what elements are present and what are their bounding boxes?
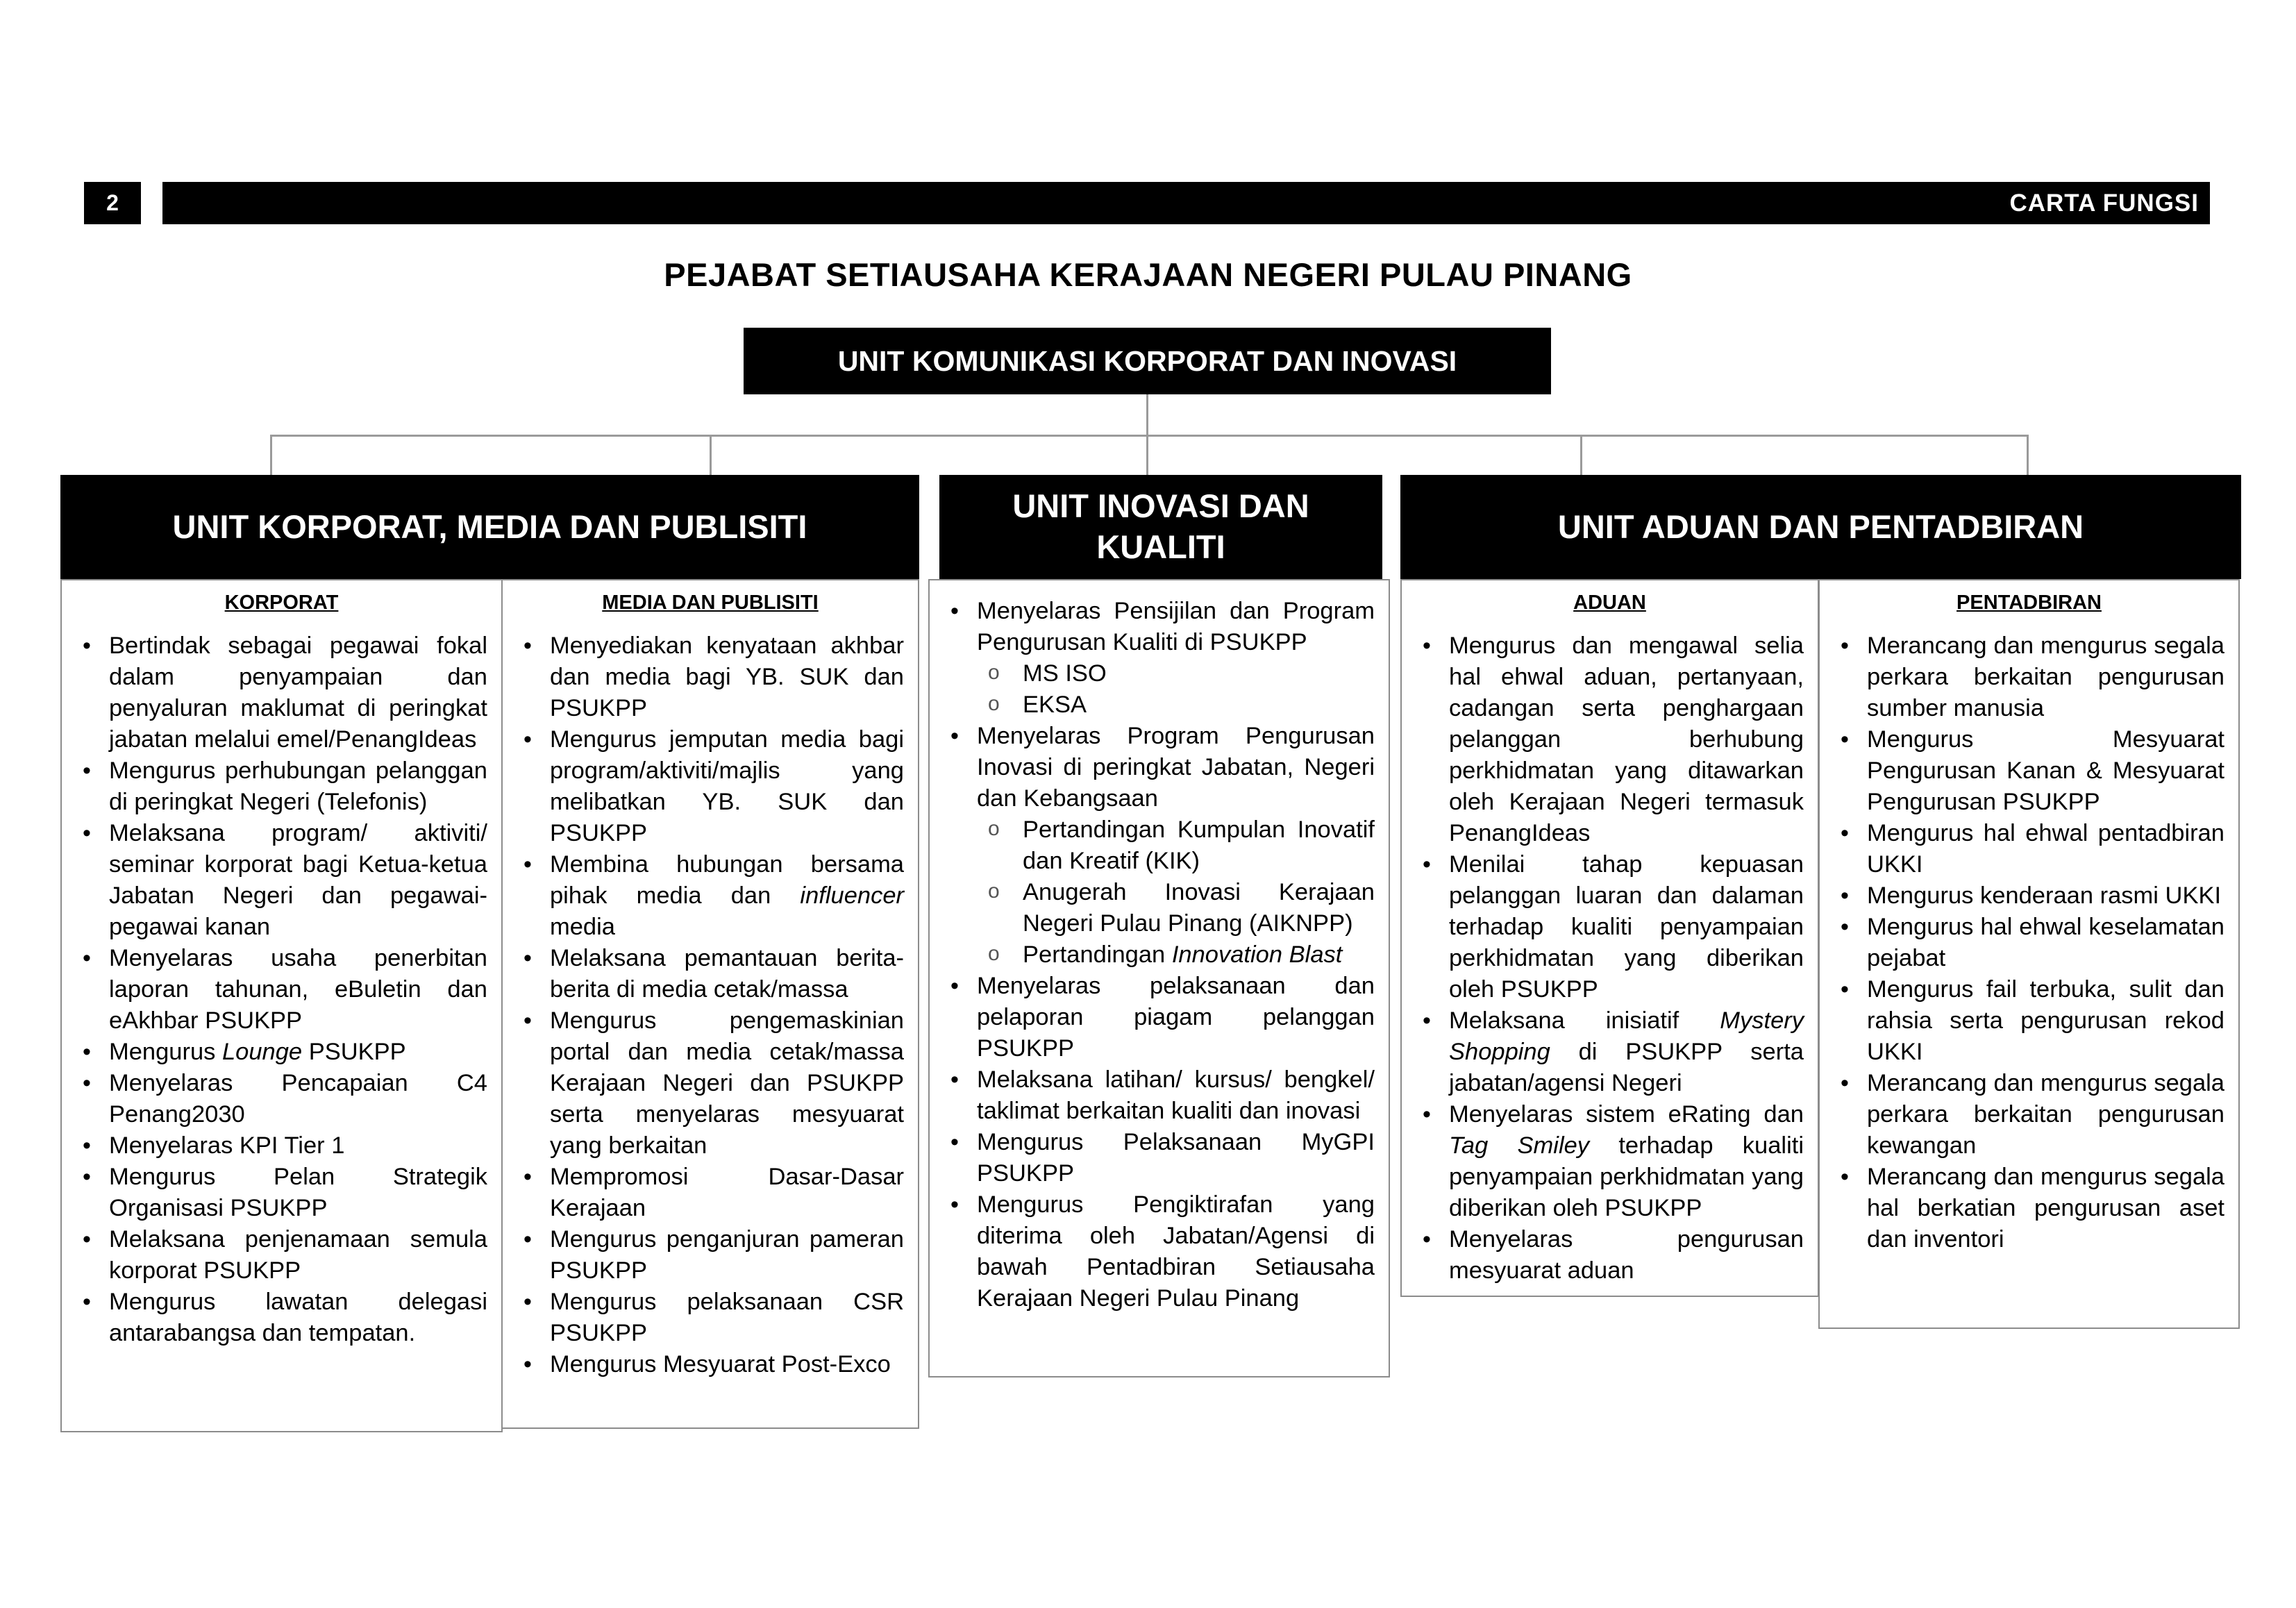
media-title: MEDIA DAN PUBLISITI <box>602 592 819 614</box>
list-item <box>1416 1005 1804 1099</box>
item-text: terhadap kualiti penyampaian perkhidmatan yang diberikan oleh PSUKPP <box>1449 1132 1804 1221</box>
list-item <box>1416 1099 1804 1224</box>
item-text: Menyelaras sistem eRating dan <box>1449 1101 1804 1128</box>
item-text-italic: Lounge <box>222 1039 303 1065</box>
sub-list-item: o Pertandingan Kumpulan Inovatif dan Kreatif (KIK) <box>977 814 1375 877</box>
connector-horizontal <box>270 435 2029 437</box>
unit-inovasi-heading <box>939 475 1382 579</box>
item-text: Melaksana inisiatif <box>1449 1007 1720 1034</box>
list-item: • Mengurus pelaksanaan CSR PSUKPP <box>517 1287 904 1349</box>
header-bar <box>162 182 2210 224</box>
list-item: • Mengurus Pelaksanaan MyGPI PSUKPP <box>944 1127 1375 1189</box>
pentadbiran-title: PENTADBIRAN <box>1956 592 2102 614</box>
page-number: 2 <box>84 182 141 224</box>
list-item: • Mengurus perhubungan pelanggan di peringkat Negeri (Telefonis) <box>76 755 487 818</box>
item-text: PSUKPP <box>302 1039 406 1065</box>
unit-inovasi-label: UNIT INOVASI DAN KUALITI <box>1012 487 1309 565</box>
list-item <box>76 1037 487 1068</box>
korporat-title: KORPORAT <box>224 592 339 614</box>
sub-list-item: o MS ISO <box>977 658 1375 689</box>
list-item: • Melaksana program/ aktiviti/ seminar korporat bagi Ketua-ketua Jabatan Negeri dan pegawai-pegawai kanan <box>76 818 487 943</box>
list-item: • Menilai tahap kepuasan pelanggan luaran dan dalaman terhadap kualiti penyampaian perkhidmatan yang diberikan oleh PSUKPP <box>1416 849 1804 1005</box>
list-item <box>944 596 1375 721</box>
connector-drop-2 <box>710 435 712 475</box>
connector-drop-3 <box>1146 435 1148 475</box>
list-item: • Mengurus dan mengawal selia hal ehwal aduan, pertanyaan, cadangan serta penghargaan pelanggan berhubung perkhidmatan yang ditawarkan oleh Kerajaan Negeri termasuk PenangIdeas <box>1416 630 1804 849</box>
list-item: • Menyelaras KPI Tier 1 <box>76 1130 487 1162</box>
korporat-list <box>76 630 487 1349</box>
aduan-box <box>1400 579 1819 1297</box>
media-publisiti-box <box>501 579 919 1429</box>
list-item: • Melaksana penjenamaan semula korporat PSUKPP <box>76 1224 487 1287</box>
list-item <box>517 849 904 943</box>
list-item: • Mengurus Mesyuarat Post-Exco <box>517 1349 904 1380</box>
media-list <box>517 630 904 1380</box>
inovasi-kualiti-box <box>928 579 1390 1377</box>
list-item: • Mengurus lawatan delegasi antarabangsa dan tempatan. <box>76 1287 487 1349</box>
connector-drop-4 <box>1580 435 1582 475</box>
list-item: • Menyelaras usaha penerbitan laporan tahunan, eBuletin dan eAkhbar PSUKPP <box>76 943 487 1037</box>
main-unit-label: UNIT KOMUNIKASI KORPORAT DAN INOVASI <box>837 344 1457 377</box>
sub-list-item: o EKSA <box>977 689 1375 721</box>
page-title: PEJABAT SETIAUSAHA KERAJAAN NEGERI PULAU PINANG <box>664 256 1632 293</box>
list-item: • Merancang dan mengurus segala perkara berkaitan pengurusan kewangan <box>1834 1068 2224 1162</box>
korporat-box <box>60 579 503 1432</box>
unit-aduan-pentadbiran-heading <box>1400 475 2241 579</box>
item-text: media <box>550 914 615 940</box>
list-item: • Mengurus Pengiktirafan yang diterima oleh Jabatan/Agensi di bawah Pentadbiran Setiausaha Kerajaan Negeri Pulau Pinang <box>944 1189 1375 1314</box>
unit-korporat-media-label: UNIT KORPORAT, MEDIA DAN PUBLISITI <box>172 508 807 545</box>
item-text: Menyelaras Program Pengurusan Inovasi di peringkat Jabatan, Negeri dan Kebangsaan <box>977 723 1375 812</box>
unit-aduan-pentadbiran-label: UNIT ADUAN DAN PENTADBIRAN <box>1557 508 2084 545</box>
inovasi-list <box>944 596 1375 1314</box>
item-text: Menyelaras Pensijilan dan Program Pengurusan Kualiti di PSUKPP <box>977 598 1375 655</box>
list-item: • Melaksana latihan/ kursus/ bengkel/ taklimat berkaitan kualiti dan inovasi <box>944 1064 1375 1127</box>
sub-list-item: o Anugerah Inovasi Kerajaan Negeri Pulau Pinang (AIKNPP) <box>977 877 1375 939</box>
list-item: • Menyelaras Pencapaian C4 Penang2030 <box>76 1068 487 1130</box>
item-text: Pertandingan <box>1023 941 1172 968</box>
list-item: • Menyelaras pengurusan mesyuarat aduan <box>1416 1224 1804 1287</box>
item-text: Membina hubungan bersama pihak media dan <box>550 851 904 909</box>
list-item: • Mengurus pengemaskinian portal dan media cetak/massa Kerajaan Negeri dan PSUKPP serta menyelaras mesyuarat yang berkaitan <box>517 1005 904 1162</box>
pentadbiran-list <box>1834 630 2224 1255</box>
section-label: CARTA FUNGSI <box>2009 189 2199 217</box>
aduan-title: ADUAN <box>1573 592 1646 614</box>
list-item: • Mengurus hal ehwal pentadbiran UKKI <box>1834 818 2224 880</box>
list-item: • Merancang dan mengurus segala hal berkatian pengurusan aset dan inventori <box>1834 1162 2224 1255</box>
aduan-list <box>1416 630 1804 1287</box>
sub-list <box>977 658 1375 721</box>
main-unit-box <box>744 328 1551 394</box>
list-item: • Mengurus Pelan Strategik Organisasi PSUKPP <box>76 1162 487 1224</box>
list-item: • Merancang dan mengurus segala perkara berkaitan pengurusan sumber manusia <box>1834 630 2224 724</box>
list-item: • Mengurus fail terbuka, sulit dan rahsia serta pengurusan rekod UKKI <box>1834 974 2224 1068</box>
pentadbiran-box <box>1818 579 2240 1329</box>
sub-list <box>977 814 1375 971</box>
item-text-italic: Mystery Shopping <box>1449 1007 1804 1065</box>
list-item: • Menyelaras pelaksanaan dan pelaporan piagam pelanggan PSUKPP <box>944 971 1375 1064</box>
list-item: • Mengurus kenderaan rasmi UKKI <box>1834 880 2224 912</box>
connector-trunk <box>1146 394 1148 436</box>
list-item: • Mengurus Mesyuarat Pengurusan Kanan & Mesyuarat Pengurusan PSUKPP <box>1834 724 2224 818</box>
connector-drop-5 <box>2027 435 2029 475</box>
item-text: Mengurus <box>109 1039 222 1065</box>
list-item <box>944 721 1375 971</box>
list-item: • Mengurus jemputan media bagi program/aktiviti/majlis yang melibatkan YB. SUK dan PSUKPP <box>517 724 904 849</box>
list-item: • Bertindak sebagai pegawai fokal dalam penyampaian dan penyaluran maklumat di peringkat jabatan melalui emel/PenangIdeas <box>76 630 487 755</box>
list-item: • Melaksana pemantauan berita-berita di media cetak/massa <box>517 943 904 1005</box>
unit-korporat-media-heading <box>60 475 919 579</box>
item-text-italic: Tag Smiley <box>1449 1132 1590 1159</box>
list-item: • Menyediakan kenyataan akhbar dan media bagi YB. SUK dan PSUKPP <box>517 630 904 724</box>
item-text-italic: influencer <box>800 882 904 909</box>
list-item: • Mempromosi Dasar-Dasar Kerajaan <box>517 1162 904 1224</box>
item-text: di PSUKPP serta jabatan/agensi Negeri <box>1449 1039 1804 1096</box>
connector-drop-1 <box>270 435 272 475</box>
sub-list-item <box>977 939 1375 971</box>
list-item: • Mengurus hal ehwal keselamatan pejabat <box>1834 912 2224 974</box>
list-item: • Mengurus penganjuran pameran PSUKPP <box>517 1224 904 1287</box>
item-text-italic: Innovation Blast <box>1171 941 1343 968</box>
